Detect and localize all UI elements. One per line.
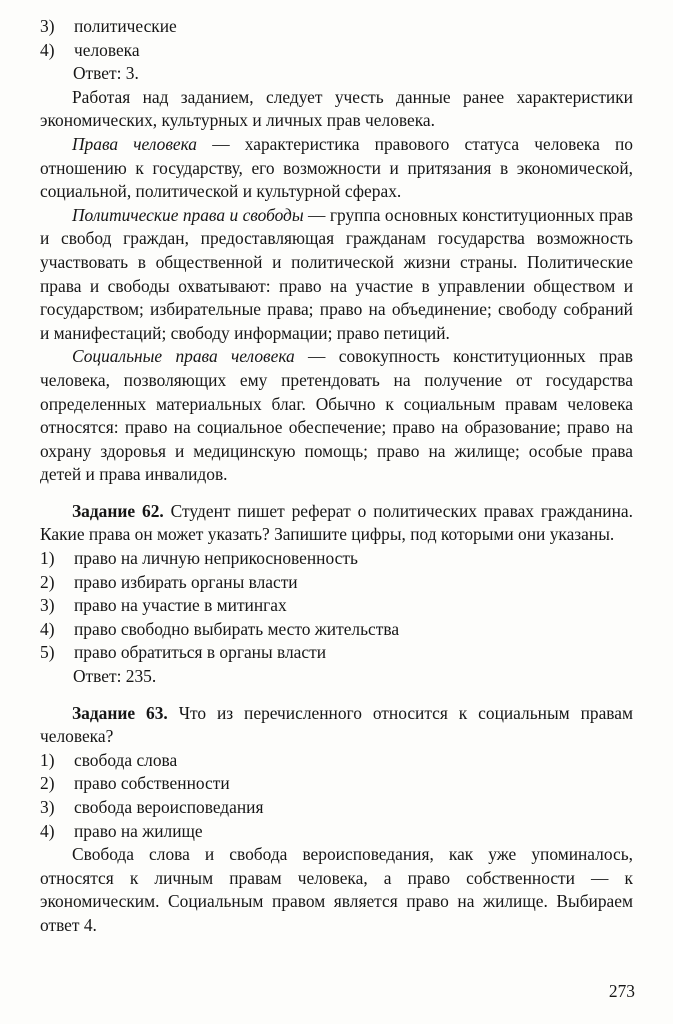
list-item-number: 3) <box>40 16 55 36</box>
list-item-number: 4) <box>40 820 55 841</box>
list-item-text: право на жилище <box>74 820 203 841</box>
list-item-number: 2) <box>40 773 55 794</box>
list-item-number: 4) <box>40 39 55 60</box>
list-item <box>40 618 633 642</box>
definition-body: группа основных конституционных прав и свобод граждан, предоставляющая гражданам государства возможность участвовать в общественной и политической жизни страны. Политические права и свободы охватывают: право на участие в управлении обществом и государством; избирательные права; право на объединение; свободу собраний и манифестаций; свободу информации; право петиций. <box>40 204 633 343</box>
definition-body: характеристика правового статуса человека по отношению к государству, его возможности и притязания в экономической, социальной, политической и культурной сферах. <box>40 133 634 202</box>
page-number: 273 <box>608 981 635 1002</box>
definition-separator: — <box>294 346 339 367</box>
list-item-text: право свободно выбирать место жительства <box>74 618 400 639</box>
definition-political-rights <box>40 204 633 346</box>
answer-line: Ответ: 235. <box>73 666 157 687</box>
list-item-text: человека <box>74 39 140 60</box>
definition-body: совокупность конституционных прав человека, позволяющих ему претендовать на получение от государства определенных материальных благ. Обычно к социальным правам человека относятся: право на социальное обеспечение; право на образование; право на охрану здоровья и медицинскую помощь; право на жилище; особые права детей и права инвалидов. <box>40 346 633 485</box>
list-item <box>40 820 633 844</box>
list-item <box>40 641 633 665</box>
list-item-number: 3) <box>40 797 55 817</box>
list-item <box>40 749 633 773</box>
list-item-text: свобода вероисповедания <box>74 797 264 817</box>
list-item-number: 2) <box>40 571 55 592</box>
list-item <box>40 15 633 39</box>
list-item-text: политические <box>74 16 177 36</box>
list-item-number: 1) <box>40 548 55 569</box>
answer-line: Ответ: 3. <box>73 63 139 84</box>
list-item-number: 3) <box>40 595 55 616</box>
list-item-number: 5) <box>40 642 55 663</box>
definition-separator: — <box>303 204 330 225</box>
task-63-text: Что из перечисленного относится к социальным правам человека? <box>40 702 633 747</box>
task-62-text: Студент пишет реферат о политических правах гражданина. Какие права он может указать? Запишите цифры, под которыми они указаны. <box>40 500 633 545</box>
definition-term: Политические права и свободы <box>72 204 304 225</box>
intro-paragraph: Работая над заданием, следует учесть данные ранее характеристики экономических, культурных и личных прав человека. <box>40 86 633 131</box>
list-item <box>40 772 633 796</box>
task-63-paragraph <box>40 702 633 749</box>
list-item <box>40 39 633 63</box>
list-item-text: право собственности <box>74 773 230 794</box>
definition-separator: — <box>197 133 245 154</box>
task-63-label: Задание 63. <box>72 702 168 723</box>
list-item-text: свобода слова <box>74 749 178 770</box>
list-item-text: право избирать органы власти <box>74 571 298 592</box>
task-62-label: Задание 62. <box>72 500 164 521</box>
definition-human-rights <box>40 133 633 204</box>
list-item-text: право на участие в митингах <box>74 595 287 616</box>
definition-term: Права человека <box>72 133 198 154</box>
list-item-text: право на личную неприкосновенность <box>74 548 358 569</box>
closing-paragraph: Свобода слова и свобода вероисповедания, как уже упоминалось, относятся к личным правам человека, а право собственности — к экономическим. Социальным правом является право на жилище. Выбираем ответ 4. <box>40 844 633 935</box>
definition-term: Социальные права человека <box>72 346 295 367</box>
list-item-number: 1) <box>40 749 55 770</box>
list-item <box>40 547 633 571</box>
definition-social-rights <box>40 345 633 487</box>
task-62-paragraph <box>40 500 633 547</box>
list-item <box>40 571 633 595</box>
list-item <box>40 594 633 618</box>
list-item <box>40 796 633 820</box>
list-item-text: право обратиться в органы власти <box>74 642 327 663</box>
list-item-number: 4) <box>40 618 55 639</box>
